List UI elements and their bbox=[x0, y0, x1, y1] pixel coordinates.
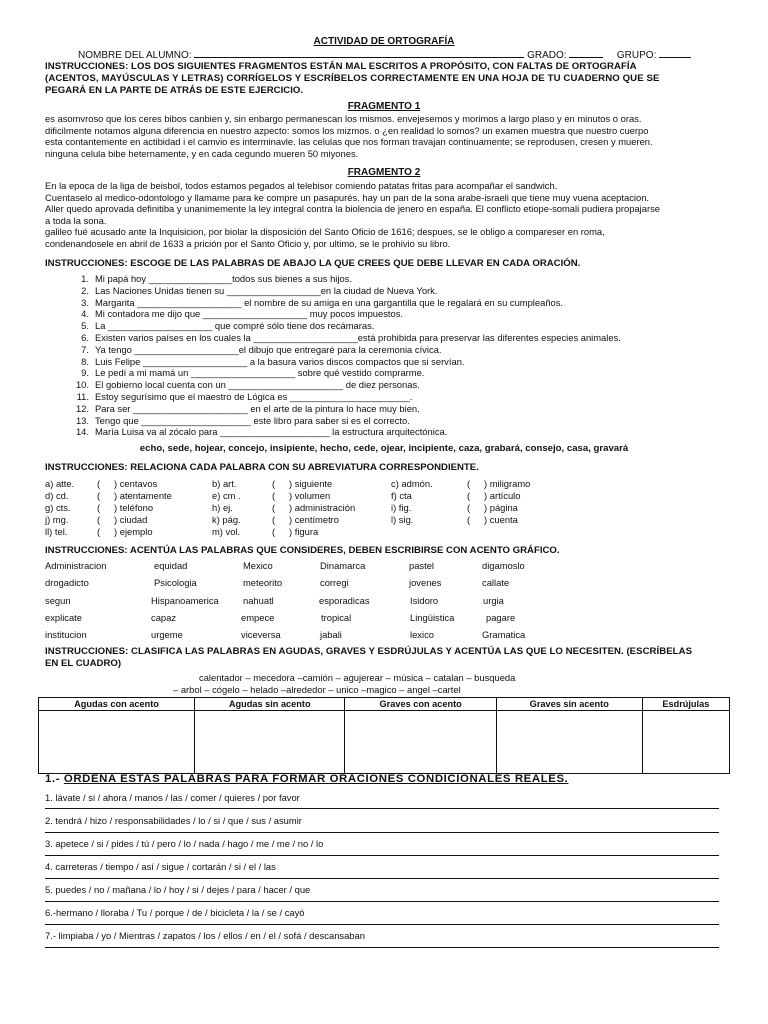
abbrev-code: m) vol. bbox=[212, 526, 241, 537]
abbrev-code: f) cta bbox=[391, 490, 412, 501]
item-number: 11. bbox=[76, 390, 89, 402]
answer-line[interactable] bbox=[45, 924, 719, 925]
accent-word: Isidoro bbox=[410, 595, 439, 606]
accent-word: Lingüistica bbox=[410, 612, 455, 623]
item-text: Estoy segurísimo que el maestro de Lógica es _______________________. bbox=[95, 390, 413, 402]
accent-word: empece bbox=[241, 612, 275, 623]
abbrev-word: ) volumen bbox=[289, 490, 331, 501]
abbrev-word: ) siguiente bbox=[289, 478, 333, 489]
classify-words-line1: calentador – mecedora –camión – agujerear – música – catalan – busqueda bbox=[199, 672, 516, 683]
accent-word: Hispanoamerica bbox=[151, 595, 219, 606]
answer-line[interactable] bbox=[45, 855, 719, 856]
item-number: 5. bbox=[81, 320, 89, 332]
order-sentence: 3. apetece / si / pides / tú / pero / lo / nada / hago / me / me / no / lo bbox=[45, 838, 324, 849]
choose-list bbox=[64, 273, 621, 438]
order-sentence: 6.-hermano / lloraba / Tu / porque / de / bicicleta / la / se / cayó bbox=[45, 907, 305, 918]
list-item[interactable] bbox=[64, 308, 621, 320]
answer-paren[interactable]: ( bbox=[467, 514, 471, 525]
accent-word: urgia bbox=[483, 595, 504, 606]
list-item[interactable] bbox=[64, 379, 621, 391]
abbrev-word: ) cuenta bbox=[484, 514, 518, 525]
list-item[interactable] bbox=[64, 367, 621, 379]
word-bank: echo, sede, hojear, concejo, insipiente, hecho, cede, ojear, incipiente, caza, grabará, consejo, casa, gravará bbox=[139, 443, 629, 454]
answer-cell[interactable] bbox=[642, 711, 729, 774]
item-text: Margarita ____________________ el nombre de su amiga en una gargantilla que le regalará en su cumpleaños. bbox=[95, 296, 564, 308]
answer-paren[interactable]: ( bbox=[272, 478, 276, 489]
order-sentence: 7.- limpiaba / yo / Mientras / zapatos / los / ellos / en / el / sofá / descansaban bbox=[45, 930, 365, 941]
accent-word: digamoslo bbox=[482, 560, 525, 571]
answer-paren[interactable]: ( bbox=[97, 526, 101, 537]
abbrev-word: ) teléfono bbox=[114, 502, 154, 513]
item-text: Ya tengo ____________________el dibujo que entregaré para la ceremonia cívica. bbox=[95, 343, 442, 355]
abbrev-code: g) cts. bbox=[45, 502, 71, 513]
list-item[interactable] bbox=[64, 344, 621, 356]
accent-word: tropical bbox=[321, 612, 352, 623]
abbrev-code: c) admón. bbox=[391, 478, 433, 489]
fragment2-text bbox=[45, 180, 725, 250]
worksheet-title: ACTIVIDAD DE ORTOGRAFÍA bbox=[313, 36, 455, 47]
list-item[interactable] bbox=[64, 356, 621, 368]
abbrev-word: ) atentamente bbox=[114, 490, 172, 501]
item-text: Existen varios países en los cuales la ____________________está prohibida para preservar las diferentes especies animales. bbox=[95, 331, 621, 343]
order-section-number: 1.- bbox=[45, 773, 61, 785]
answer-paren[interactable]: ( bbox=[97, 478, 101, 489]
classify-instruction-line: INSTRUCCIONES: CLASIFICA LAS PALABRAS EN AGUDAS, GRAVES Y ESDRÚJULAS Y ACENTÚA LAS QUE LO NECESITEN. (ESCRÍBELAS bbox=[45, 646, 693, 657]
answer-cell[interactable] bbox=[496, 711, 642, 774]
item-number: 13. bbox=[75, 414, 89, 426]
fragment2-line: Cuentaselo al medico-odontologo y llamame para ke compre un pasapurés. hay un pan de la sona arabe-israeli que tiene muy vuena aceptacion. bbox=[45, 191, 650, 203]
item-number: 9. bbox=[81, 367, 89, 379]
accent-word: nahuatl bbox=[243, 595, 274, 606]
accent-grid bbox=[0, 560, 768, 644]
accent-word: Administracion bbox=[45, 560, 107, 571]
accent-word: lexico bbox=[410, 629, 434, 640]
answer-paren[interactable]: ( bbox=[272, 514, 276, 525]
classify-table bbox=[38, 697, 730, 774]
list-item[interactable] bbox=[64, 320, 621, 332]
abbrev-code: d) cd. bbox=[45, 490, 69, 501]
item-number: 12. bbox=[75, 402, 89, 414]
accent-word: urgeme bbox=[151, 629, 183, 640]
item-text: El gobierno local cuenta con un ______________________ de diez personas. bbox=[95, 379, 420, 391]
fragment1-line: esta contantemente en actibidad i el camvio es interminavle. las celulas que nos forman travajan continuamente; se reprodusen, cresen y mueren. bbox=[45, 136, 653, 148]
intro-line: (ACENTOS, MAYÚSCULAS Y LETRAS) CORRÍGELOS Y ESCRÍBELOS CORRECTAMENTE EN UNA HOJA DE TU CUADERNO QUE SE bbox=[45, 73, 660, 85]
abbrev-word: ) centavos bbox=[114, 478, 158, 489]
item-text: María Luisa va al zócalo para _____________________ la estructura arquitectónica. bbox=[95, 426, 448, 438]
list-item[interactable] bbox=[64, 391, 621, 403]
answer-paren[interactable]: ( bbox=[467, 490, 471, 501]
answer-paren[interactable]: ( bbox=[97, 490, 101, 501]
accent-word: pastel bbox=[409, 560, 435, 571]
answer-paren[interactable]: ( bbox=[467, 502, 471, 513]
column-header: Agudas con acento bbox=[39, 698, 195, 711]
item-number: 2. bbox=[81, 284, 89, 296]
order-sentence: 2. tendrá / hizo / responsabilidades / lo / si / que / sus / asumir bbox=[45, 815, 302, 826]
order-sentence: 4. carreteras / tiempo / así / sigue / cortarán / si / el / las bbox=[45, 861, 276, 872]
abbrev-code: j) mg. bbox=[45, 514, 69, 525]
accent-word: Gramatica bbox=[482, 629, 526, 640]
list-item[interactable] bbox=[64, 426, 621, 438]
list-item[interactable] bbox=[64, 332, 621, 344]
abbrev-word: ) administración bbox=[289, 502, 356, 513]
accent-word: capaz bbox=[151, 612, 177, 623]
accent-word: pagare bbox=[486, 612, 516, 623]
intro-line: PEGARÁ EN LA PARTE DE ATRÁS DE ESTE EJERCICIO. bbox=[45, 85, 303, 97]
fragment2-line: condenandosele en abril de 1633 a prición por el Santo Oficio y, por ultimo, se le prohivio su libro. bbox=[45, 237, 451, 249]
answer-paren[interactable]: ( bbox=[272, 526, 276, 537]
fragment1-line: dificilmente notamos alguna diferencia en nuestro azpecto: somos los mizmos. o ¿en realidad lo somos? un examen muestra que nuestro cuerpo bbox=[45, 124, 649, 136]
grade-field[interactable] bbox=[569, 48, 603, 58]
classify-instruction-line: EN EL CUADRO) bbox=[45, 658, 122, 670]
item-number: 10. bbox=[75, 379, 89, 391]
item-number: 6. bbox=[81, 331, 89, 343]
abbrev-code: h) ej. bbox=[212, 502, 233, 513]
column-header: Graves sin acento bbox=[496, 698, 642, 711]
accent-word: Dinamarca bbox=[320, 560, 366, 571]
list-item[interactable] bbox=[64, 403, 621, 415]
grade-label: GRADO: bbox=[527, 50, 567, 61]
abbrev-word: ) ciudad bbox=[114, 514, 148, 525]
abbrev-word: ) figura bbox=[289, 526, 319, 537]
item-number: 14. bbox=[75, 426, 89, 438]
abbrev-code: ll) tel. bbox=[45, 526, 68, 537]
answer-paren[interactable]: ( bbox=[97, 514, 101, 525]
answer-line[interactable] bbox=[45, 832, 719, 833]
column-header: Esdrújulas bbox=[642, 698, 729, 711]
list-item[interactable] bbox=[64, 273, 621, 285]
order-section-title bbox=[45, 773, 568, 785]
answer-paren[interactable]: ( bbox=[467, 478, 471, 489]
classify-words-line2: – arbol – cógelo – helado –alrededor – unico –magico – angel –cartel bbox=[173, 684, 461, 695]
order-sentence: 5. puedes / no / mañana / lo / hoy / si / dejes / para / hacer / que bbox=[45, 884, 311, 895]
item-text: Tengo que _____________________ este libro para saber si es el correcto. bbox=[95, 414, 410, 426]
accent-word: esporadicas bbox=[319, 595, 370, 606]
accent-word: explicate bbox=[45, 612, 83, 623]
fragment2-line: galileo fué acusado ante la Inquisicion, por biolar la disposición del Santo Oficio de 1616; despues, se le obligo a compareser en roma, bbox=[45, 226, 605, 238]
abbrev-code: e) cm . bbox=[212, 490, 241, 501]
answer-line[interactable] bbox=[45, 808, 719, 809]
fragment1-title: FRAGMENTO 1 bbox=[347, 101, 421, 112]
abbrev-code: i) fig. bbox=[391, 502, 412, 513]
order-sentence: 1. lávate / si / ahora / manos / las / comer / quieres / por favor bbox=[45, 792, 300, 803]
abbrev-instruction: INSTRUCCIONES: RELACIONA CADA PALABRA CON SU ABREVIATURA CORRESPONDIENTE. bbox=[45, 462, 479, 473]
item-number: 8. bbox=[81, 355, 89, 367]
answer-cell[interactable] bbox=[195, 711, 345, 774]
accent-word: drogadicto bbox=[45, 577, 89, 588]
choose-instruction: INSTRUCCIONES: ESCOGE DE LAS PALABRAS DE ABAJO LA QUE CREES QUE DEBE LLEVAR EN CADA ORACIÓN. bbox=[45, 258, 581, 269]
fragment2-line: En la epoca de la liga de beisbol, todos estamos pegados al telebisor comiendo patatas fritas para acompañar el sandwich. bbox=[45, 180, 558, 191]
item-text: Las Naciones Unidas tienen su __________________en la ciudad de Nueva York. bbox=[95, 284, 438, 296]
accent-word: jovenes bbox=[409, 577, 442, 588]
answer-line[interactable] bbox=[45, 947, 719, 948]
item-text: La ____________________ que compré sólo tiene dos recámaras. bbox=[95, 320, 375, 332]
list-item[interactable] bbox=[64, 415, 621, 427]
answer-cell[interactable] bbox=[39, 711, 195, 774]
abbrev-code: l) sig. bbox=[391, 514, 414, 525]
accent-word: institucion bbox=[45, 629, 87, 640]
fragment2-line: a toda la sona. bbox=[45, 214, 107, 226]
accent-word: meteorito bbox=[243, 577, 283, 588]
fragment2-title: FRAGMENTO 2 bbox=[347, 167, 421, 178]
answer-cell[interactable] bbox=[345, 711, 496, 774]
classify-instruction bbox=[45, 646, 692, 670]
fragment1-line: ninguna celula bibe heternamente, y en cada cegundo mueren 50 miyones. bbox=[45, 147, 359, 159]
answer-paren[interactable]: ( bbox=[272, 502, 276, 513]
item-text: Para ser ______________________ en el arte de la pintura lo hace muy bien. bbox=[95, 402, 420, 414]
abbrev-word: ) ejemplo bbox=[114, 526, 153, 537]
abbrev-code: k) pág. bbox=[212, 514, 241, 525]
student-info-row bbox=[78, 48, 691, 61]
fragment1-line: es asomvroso que los ceres bibos canbien y, sin enbargo permanescan los mismos. envejesemos y morimos a largo plaso y en minutos o oras. bbox=[45, 113, 642, 124]
item-text: Le pedí a mi mamá un ____________________ sobre qué vestido comprarme. bbox=[95, 367, 425, 379]
answer-line[interactable] bbox=[45, 878, 719, 879]
abbrev-word: ) artículo bbox=[484, 490, 521, 501]
abbrev-grid bbox=[0, 478, 768, 540]
item-text: Mi papá hoy ________________todos sus bienes a sus hijos. bbox=[95, 273, 352, 284]
accent-word: viceversa bbox=[241, 629, 281, 640]
item-number: 4. bbox=[81, 308, 89, 320]
abbrev-word: ) centímetro bbox=[289, 514, 340, 525]
item-number: 3. bbox=[81, 296, 89, 308]
list-item[interactable] bbox=[64, 285, 621, 297]
accent-word: jabali bbox=[320, 629, 342, 640]
column-header: Agudas sin acento bbox=[195, 698, 345, 711]
column-header: Graves con acento bbox=[345, 698, 496, 711]
list-item[interactable] bbox=[64, 297, 621, 309]
abbrev-code: a) atte. bbox=[45, 478, 75, 489]
accent-word: Psicologia bbox=[154, 577, 197, 588]
answer-paren[interactable]: ( bbox=[97, 502, 101, 513]
accent-word: callate bbox=[482, 577, 510, 588]
name-field[interactable] bbox=[194, 48, 524, 58]
answer-paren[interactable]: ( bbox=[272, 490, 276, 501]
fragment2-line: Aller quedo aprovada definitiba y unanimemente la ley integral contra la biolencia de jenero en españa. El conflicto etiope-somali pudiera propajarse bbox=[45, 203, 660, 215]
abbrev-code: b) art. bbox=[212, 478, 237, 489]
item-number: 7. bbox=[81, 343, 89, 355]
accent-word: corregi bbox=[320, 577, 349, 588]
name-label: NOMBRE DEL ALUMNO: bbox=[78, 50, 192, 61]
accent-instruction: INSTRUCCIONES: ACENTÚA LAS PALABRAS QUE CONSIDERES, DEBEN ESCRIBIRSE CON ACENTO GRÁFICO. bbox=[45, 545, 560, 556]
intro-instructions bbox=[45, 61, 660, 98]
order-section-heading: ORDENA ESTAS PALABRAS PARA FORMAR ORACIONES CONDICIONALES REALES. bbox=[63, 773, 569, 785]
abbrev-word: ) miligramo bbox=[484, 478, 531, 489]
accent-word: segun bbox=[45, 595, 71, 606]
abbrev-word: ) página bbox=[484, 502, 518, 513]
item-text: Luis Felipe ____________________ a la basura varios discos compactos que si servían. bbox=[95, 355, 465, 367]
group-label: GRUPO: bbox=[616, 50, 657, 61]
item-text: Mi contadora me dijo que ____________________ muy pocos impuestos. bbox=[95, 308, 404, 320]
answer-line[interactable] bbox=[45, 901, 719, 902]
accent-word: Mexico bbox=[243, 560, 273, 571]
item-number: 1. bbox=[81, 273, 89, 284]
fragment1-text bbox=[45, 113, 725, 159]
group-field[interactable] bbox=[659, 48, 691, 58]
intro-line: INSTRUCCIONES: LOS DOS SIGUIENTES FRAGMENTOS ESTÁN MAL ESCRITOS A PROPÓSITO, CON FALTAS DE ORTOGRAFÍA bbox=[45, 61, 637, 72]
accent-word: equidad bbox=[154, 560, 188, 571]
